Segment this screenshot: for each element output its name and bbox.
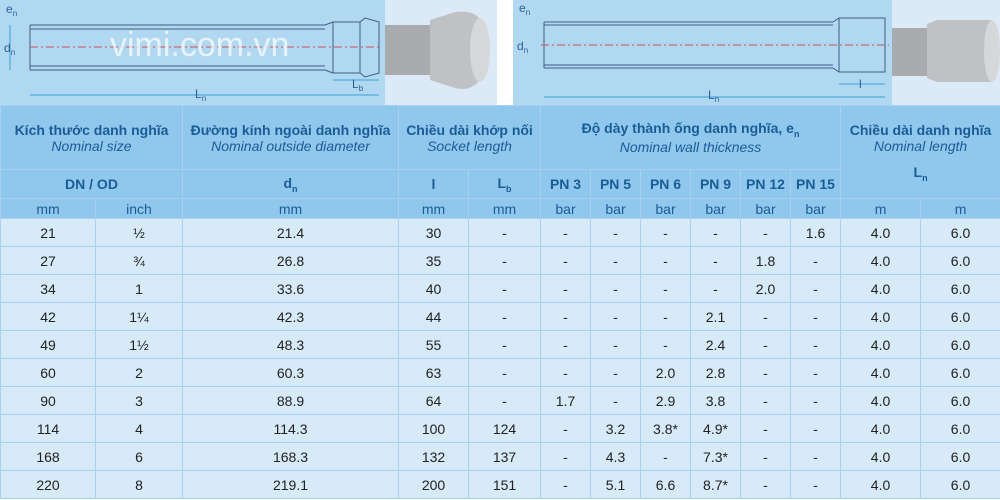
pipe-specification-table [0,105,1000,499]
table-cell: 6.0 [921,387,1000,415]
unit-header: mm [183,199,399,219]
table-cell: 137 [469,443,541,471]
table-cell: 8 [96,471,183,499]
table-row [1,247,1000,275]
table-cell: - [791,415,841,443]
table-cell: - [741,443,791,471]
table-cell: 64 [399,387,469,415]
table-row [1,331,1000,359]
table-cell: 40 [399,275,469,303]
table-cell: 60 [1,359,96,387]
table-cell: 1 [96,275,183,303]
pressure-class-header: PN 6 [641,170,691,199]
svg-text:dn: $d_n$ [517,39,529,55]
table-cell: 1½ [96,331,183,359]
svg-text:Lb: $L_b$ [352,77,364,93]
table-cell: 27 [1,247,96,275]
table-cell: ½ [96,219,183,247]
unit-header: mm [399,199,469,219]
table-row [1,303,1000,331]
table-cell: 219.1 [183,471,399,499]
table-cell: - [741,331,791,359]
table-cell: 30 [399,219,469,247]
table-cell: 49 [1,331,96,359]
table-cell: 2.0 [741,275,791,303]
table-cell: - [541,219,591,247]
table-row [1,387,1000,415]
table-cell: - [541,303,591,331]
table-row [1,275,1000,303]
table-cell: 26.8 [183,247,399,275]
table-row [1,219,1000,247]
table-cell: - [591,331,641,359]
table-cell: 2 [96,359,183,387]
table-cell: 6.0 [921,247,1000,275]
unit-header: bar [541,199,591,219]
table-cell: - [741,219,791,247]
table-cell: - [791,443,841,471]
table-cell: 6.6 [641,471,691,499]
table-cell: 8.7* [691,471,741,499]
table-cell: - [541,471,591,499]
table-cell: - [641,275,691,303]
table-cell: 200 [399,471,469,499]
pressure-class-header: PN 9 [691,170,741,199]
table-cell: 4.0 [841,219,921,247]
table-cell: 6 [96,443,183,471]
table-cell: 21.4 [183,219,399,247]
table-cell: - [591,303,641,331]
table-cell: 60.3 [183,359,399,387]
table-cell: - [591,387,641,415]
unit-header: inch [96,199,183,219]
table-cell: 220 [1,471,96,499]
table-cell: - [641,443,691,471]
table-cell: - [791,303,841,331]
unit-header: m [921,199,1000,219]
unit-header: bar [791,199,841,219]
header-wall-thickness: Độ dày thành ống danh nghĩa, $e_n$ Nominal wall thickness [541,106,841,170]
table-cell: 42.3 [183,303,399,331]
table-cell: 3.2 [591,415,641,443]
table-cell: 6.0 [921,275,1000,303]
table-cell: - [541,359,591,387]
table-cell: 4.0 [841,331,921,359]
pipe-diagram-solvent-socket [513,0,892,105]
table-cell: - [469,359,541,387]
svg-text:Ln: $L_n$ [195,87,207,103]
table-cell: 6.0 [921,359,1000,387]
table-cell: 6.0 [921,471,1000,499]
table-cell: - [469,247,541,275]
pipe-photo-solvent-socket [892,0,1000,105]
table-cell: 4.0 [841,415,921,443]
table-cell: 34 [1,275,96,303]
table-cell: 6.0 [921,331,1000,359]
header-outside-diameter: Đường kính ngoài danh nghĩa Nominal outside diameter [183,106,399,170]
table-cell: 7.3* [691,443,741,471]
table-cell: 6.0 [921,303,1000,331]
table-cell: - [641,219,691,247]
table-cell: - [791,359,841,387]
table-cell: - [791,331,841,359]
table-cell: - [791,471,841,499]
unit-header: bar [691,199,741,219]
header-nominal-length: Chiều dài danh nghĩa Nominal length $L_n$ [841,106,1000,199]
table-cell: - [641,303,691,331]
table-cell: - [791,387,841,415]
table-cell: 5.1 [591,471,641,499]
pressure-class-header: PN 12 [741,170,791,199]
table-row [1,359,1000,387]
table-cell: 168 [1,443,96,471]
pipe-diagram-socket-ring [0,0,385,105]
table-cell: - [741,359,791,387]
table-cell: 114.3 [183,415,399,443]
table-cell: - [541,331,591,359]
table-cell: - [741,415,791,443]
table-cell: - [469,387,541,415]
table-cell: 1¼ [96,303,183,331]
unit-header: bar [641,199,691,219]
table-cell: - [541,275,591,303]
svg-text:dn: $d_n$ [4,41,16,57]
pressure-class-header: PN 15 [791,170,841,199]
table-cell: - [791,247,841,275]
header-nominal-size: Kích thước danh nghĩa Nominal size [1,106,183,170]
symbol-lb: $L_b$ [469,170,541,199]
table-cell: 168.3 [183,443,399,471]
unit-header: mm [469,199,541,219]
unit-header: bar [591,199,641,219]
table-cell: 4.0 [841,471,921,499]
table-cell: 88.9 [183,387,399,415]
table-cell: 55 [399,331,469,359]
table-cell: - [741,303,791,331]
svg-text:Ln: $L_n$ [708,88,720,104]
pipe-photo-socket-ring [385,0,497,105]
table-cell: - [741,471,791,499]
symbol-dn-od: DN / OD [1,170,183,199]
watermark: vimi.com.vn [110,26,290,64]
table-cell: 4.9* [691,415,741,443]
table-cell: 4.0 [841,303,921,331]
table-cell: - [791,275,841,303]
table-cell: ¾ [96,247,183,275]
table-cell: 4.0 [841,275,921,303]
table-cell: - [591,247,641,275]
table-cell: - [691,275,741,303]
table-cell: - [541,415,591,443]
table-cell: 6.0 [921,443,1000,471]
table-cell: - [691,247,741,275]
table-cell: - [541,247,591,275]
pressure-class-header: PN 3 [541,170,591,199]
header-socket-length: Chiều dài khớp nối Socket length [399,106,541,170]
table-cell: 132 [399,443,469,471]
table-cell: 4.0 [841,247,921,275]
table-cell: 44 [399,303,469,331]
table-cell: 2.8 [691,359,741,387]
svg-text:en: $e_n$ [519,1,531,17]
table-cell: - [591,359,641,387]
table-cell: - [691,219,741,247]
table-cell: 3.8* [641,415,691,443]
svg-text:en: $e_n$ [6,2,18,18]
table-cell: 1.6 [791,219,841,247]
table-cell: - [541,443,591,471]
table-cell: 114 [1,415,96,443]
table-cell: - [469,275,541,303]
symbol-dn: $d_n$ [183,170,399,199]
table-cell: - [641,331,691,359]
table-cell: 100 [399,415,469,443]
pressure-class-header: PN 5 [591,170,641,199]
table-cell: 4.0 [841,387,921,415]
table-cell: 3.8 [691,387,741,415]
table-cell: 2.1 [691,303,741,331]
table-cell: 4.3 [591,443,641,471]
table-cell: 4.0 [841,443,921,471]
table-cell: 6.0 [921,219,1000,247]
table-cell: 151 [469,471,541,499]
table-cell: - [591,219,641,247]
table-cell: 1.8 [741,247,791,275]
table-cell: - [469,331,541,359]
table-cell: 33.6 [183,275,399,303]
table-cell: 2.0 [641,359,691,387]
unit-header: m [841,199,921,219]
unit-header: mm [1,199,96,219]
table-row [1,443,1000,471]
table-cell: 3 [96,387,183,415]
table-cell: 1.7 [541,387,591,415]
table-cell: 63 [399,359,469,387]
unit-header: bar [741,199,791,219]
table-cell: - [591,275,641,303]
table-cell: - [741,387,791,415]
table-cell: 48.3 [183,331,399,359]
symbol-l: l [399,170,469,199]
svg-text:l: l [859,77,862,91]
table-cell: 35 [399,247,469,275]
table-cell: - [641,247,691,275]
table-cell: 124 [469,415,541,443]
table-row [1,415,1000,443]
table-row [1,471,1000,499]
table-cell: - [469,303,541,331]
table-cell: 2.4 [691,331,741,359]
table-cell: 21 [1,219,96,247]
table-cell: 6.0 [921,415,1000,443]
table-cell: 90 [1,387,96,415]
table-cell: 4 [96,415,183,443]
table-cell: 4.0 [841,359,921,387]
table-cell: 42 [1,303,96,331]
table-cell: 2.9 [641,387,691,415]
table-cell: - [469,219,541,247]
